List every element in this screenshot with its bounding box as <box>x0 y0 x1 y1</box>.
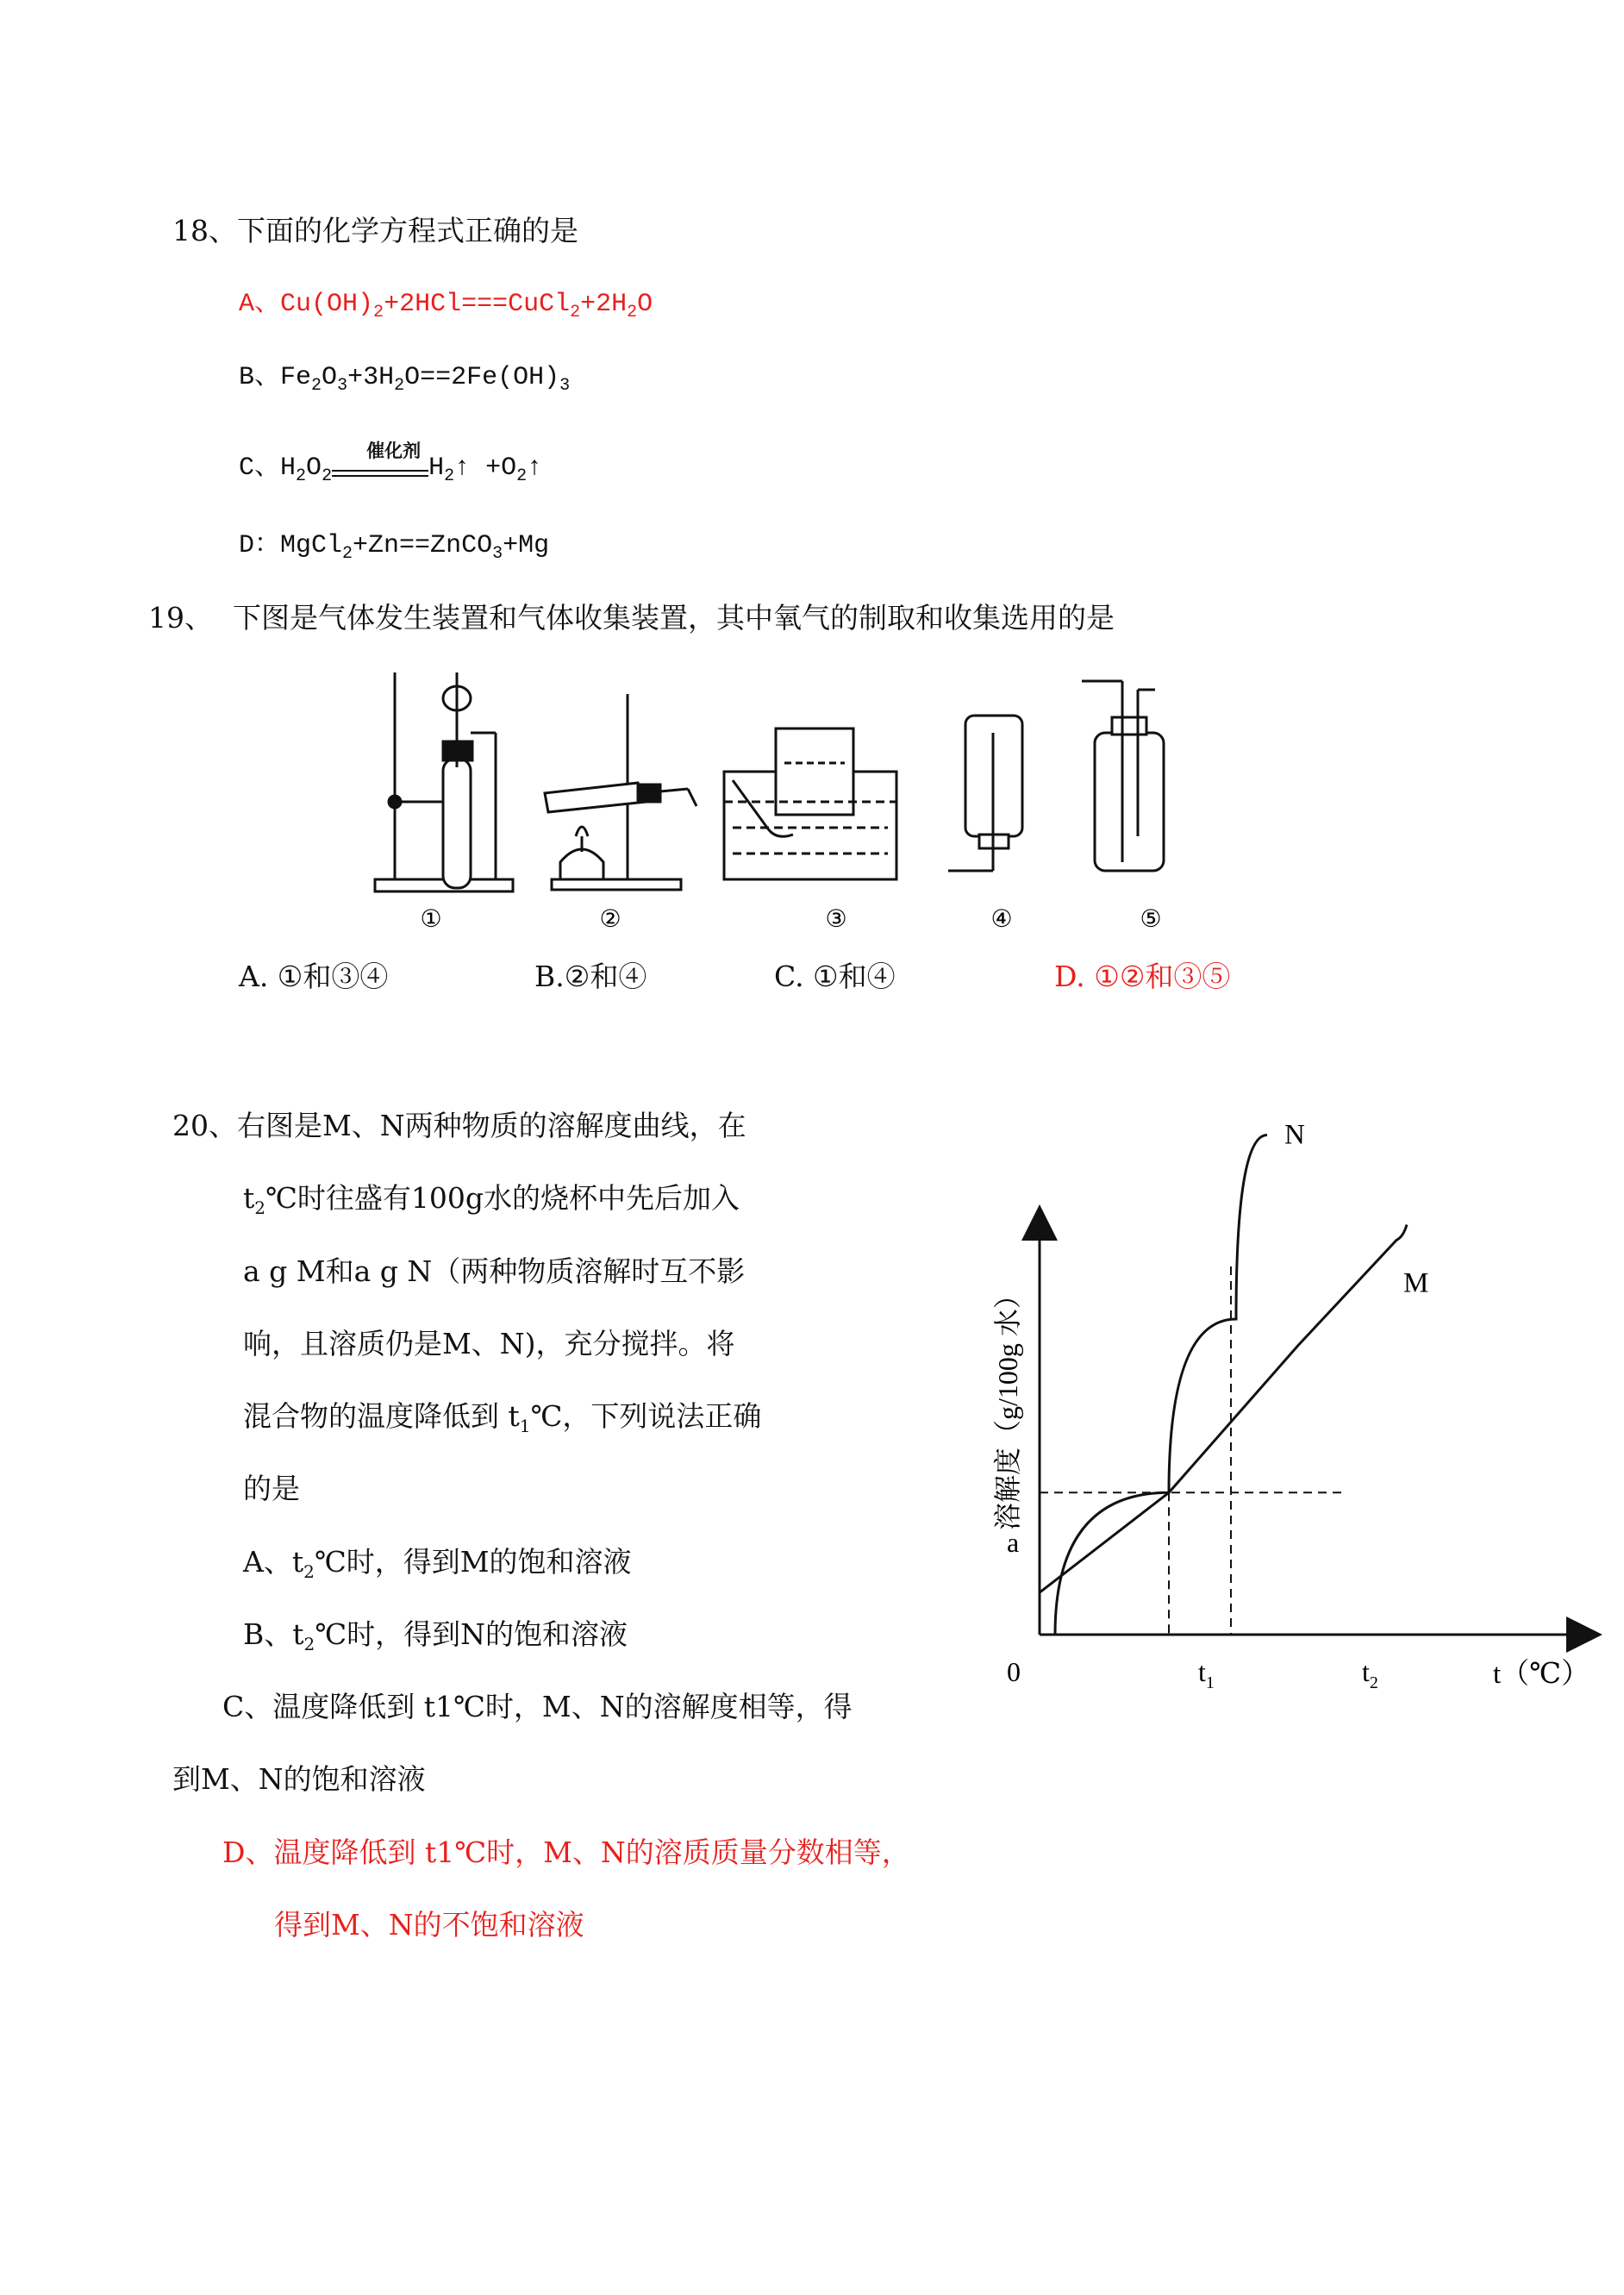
formula-part: +2H <box>580 290 628 319</box>
apparatus-figure <box>353 664 1371 948</box>
text-part: B、t <box>243 1617 304 1651</box>
q18-option-c <box>239 441 543 486</box>
subscript: 3 <box>492 544 503 564</box>
x-axis-label: t（℃） <box>1493 1659 1590 1690</box>
formula-part: +3H <box>347 363 395 392</box>
formula-part: O <box>637 290 653 319</box>
q20-option-c-line-1: C、温度降低到 t1℃时，M、N的溶解度相等，得 <box>222 1690 853 1723</box>
formula-part: H <box>280 453 297 483</box>
formula-part: H <box>428 453 445 483</box>
text-part: A、t <box>243 1545 304 1579</box>
formula-part: MgCl <box>280 531 343 560</box>
solubility-chart <box>974 1095 1612 1698</box>
catalyst-arrow <box>332 441 428 485</box>
q20-option-d-line-1: D、温度降低到 t1℃时，M、N的溶质质量分数相等， <box>222 1835 910 1869</box>
origin-label: 0 <box>1007 1656 1021 1687</box>
apparatus-2 <box>545 694 696 890</box>
x-tick-label-t1 <box>1198 1656 1215 1692</box>
q20-stem-line-4: 响，且溶质仍是M、N)，充分搅拌。将 <box>243 1327 735 1360</box>
q18-option-a <box>239 287 653 322</box>
subscript: 2 <box>254 1198 265 1218</box>
formula-part: ↑ +O <box>454 453 517 483</box>
formula-part: Fe <box>280 363 312 392</box>
equals-bar-top <box>332 470 428 472</box>
q20-stem-line-1: 20、右图是M、N两种物质的溶解度曲线，在 <box>172 1109 746 1142</box>
formula-part: Cu(OH) <box>280 290 374 319</box>
q19-option-d: D. ①②和③⑤ <box>1054 960 1231 993</box>
subscript: 3 <box>559 376 571 396</box>
text-part: ℃时，得到N的饱和溶液 <box>315 1617 628 1651</box>
apparatus-label-5: ⑤ <box>1140 904 1162 933</box>
subscript: 2 <box>444 466 455 486</box>
q19-option-b: B.②和④ <box>534 960 647 993</box>
subscript: 1 <box>519 1416 531 1436</box>
apparatus-label-3: ③ <box>825 904 847 933</box>
apparatus-label-4: ④ <box>990 904 1013 933</box>
subscript: 3 <box>337 376 348 396</box>
subscript: 2 <box>296 466 307 486</box>
y-axis-label: 溶解度（g/100g 水） <box>992 1281 1023 1530</box>
y-tick-label-a: a <box>1007 1527 1020 1558</box>
subscript: 2 <box>373 303 384 322</box>
series-line-M <box>1040 1225 1407 1593</box>
text-part: t <box>243 1181 255 1215</box>
text-part: 混合物的温度降低到 t <box>243 1399 520 1433</box>
q18-option-d <box>239 528 549 563</box>
series-label-N: N <box>1284 1119 1305 1151</box>
q20-stem-line-5 <box>243 1399 761 1434</box>
q20-stem-line-2 <box>243 1181 740 1216</box>
q18-option-a-prefix: A、 <box>239 290 281 319</box>
q20-option-b <box>243 1617 628 1652</box>
subscript: 2 <box>627 303 638 322</box>
q18-stem: 18、下面的化学方程式正确的是 <box>172 214 578 247</box>
q20-option-d-line-2: 得到M、N的不饱和溶液 <box>274 1908 584 1942</box>
catalyst-label: 催化剂 <box>366 441 422 461</box>
text-part: ℃，下列说法正确 <box>530 1399 762 1433</box>
q18-option-c-prefix: C、 <box>239 453 281 483</box>
formula-part: +Zn==ZnCO <box>353 531 493 560</box>
series-line-N <box>1055 1135 1267 1635</box>
apparatus-4 <box>948 716 1022 871</box>
q20-stem-line-3: a g M和a g N（两种物质溶解时互不影 <box>243 1254 746 1288</box>
q20-option-a <box>243 1545 632 1582</box>
text-part: ℃时往盛有100g水的烧杯中先后加入 <box>265 1181 740 1215</box>
formula-part: +Mg <box>503 531 550 560</box>
subscript: 2 <box>311 376 322 396</box>
subscript: 2 <box>570 303 581 322</box>
plot-area <box>1040 1120 1428 1635</box>
tick-sub: 1 <box>1205 1673 1215 1692</box>
apparatus-5 <box>1082 681 1164 871</box>
q18-option-b <box>239 360 570 395</box>
apparatus-label-2: ② <box>599 904 621 933</box>
apparatus-label-1: ① <box>420 904 442 933</box>
tick-sub: 2 <box>1369 1673 1378 1692</box>
x-tick-label-t2 <box>1362 1656 1378 1692</box>
apparatus-3 <box>724 729 896 879</box>
q20-option-c-line-2: 到M、N的饱和溶液 <box>172 1762 426 1796</box>
formula-part: O <box>322 363 338 392</box>
q19-option-c: C. ①和④ <box>774 960 896 993</box>
apparatus-1 <box>375 672 513 891</box>
q20-stem-line-6: 的是 <box>243 1472 300 1505</box>
subscript: 2 <box>394 376 405 396</box>
q18-option-d-prefix: D： <box>239 531 281 560</box>
q18-option-b-prefix: B、 <box>239 363 281 392</box>
subscript: 2 <box>342 544 353 564</box>
text-part: ℃时，得到M的饱和溶液 <box>314 1545 632 1579</box>
subscript: 2 <box>322 466 333 486</box>
subscript: 2 <box>303 1561 315 1582</box>
formula-part: +2HCl===CuCl <box>384 290 571 319</box>
subscript: 2 <box>516 466 528 486</box>
formula-part: ↑ <box>527 453 543 483</box>
series-label-M: M <box>1403 1267 1429 1299</box>
q19-stem: 下图是气体发生装置和气体收集装置，其中氧气的制取和收集选用的是 <box>233 601 1115 635</box>
formula-part: O <box>306 453 322 483</box>
formula-part: O==2Fe(OH) <box>404 363 560 392</box>
equals-bar-bottom <box>332 475 428 477</box>
q19-option-a: A. ①和③④ <box>239 960 389 993</box>
tick-main: t <box>1362 1656 1370 1687</box>
subscript: 2 <box>303 1634 315 1654</box>
tick-main: t <box>1198 1656 1206 1687</box>
q19-stem-number: 19、 <box>148 601 213 635</box>
